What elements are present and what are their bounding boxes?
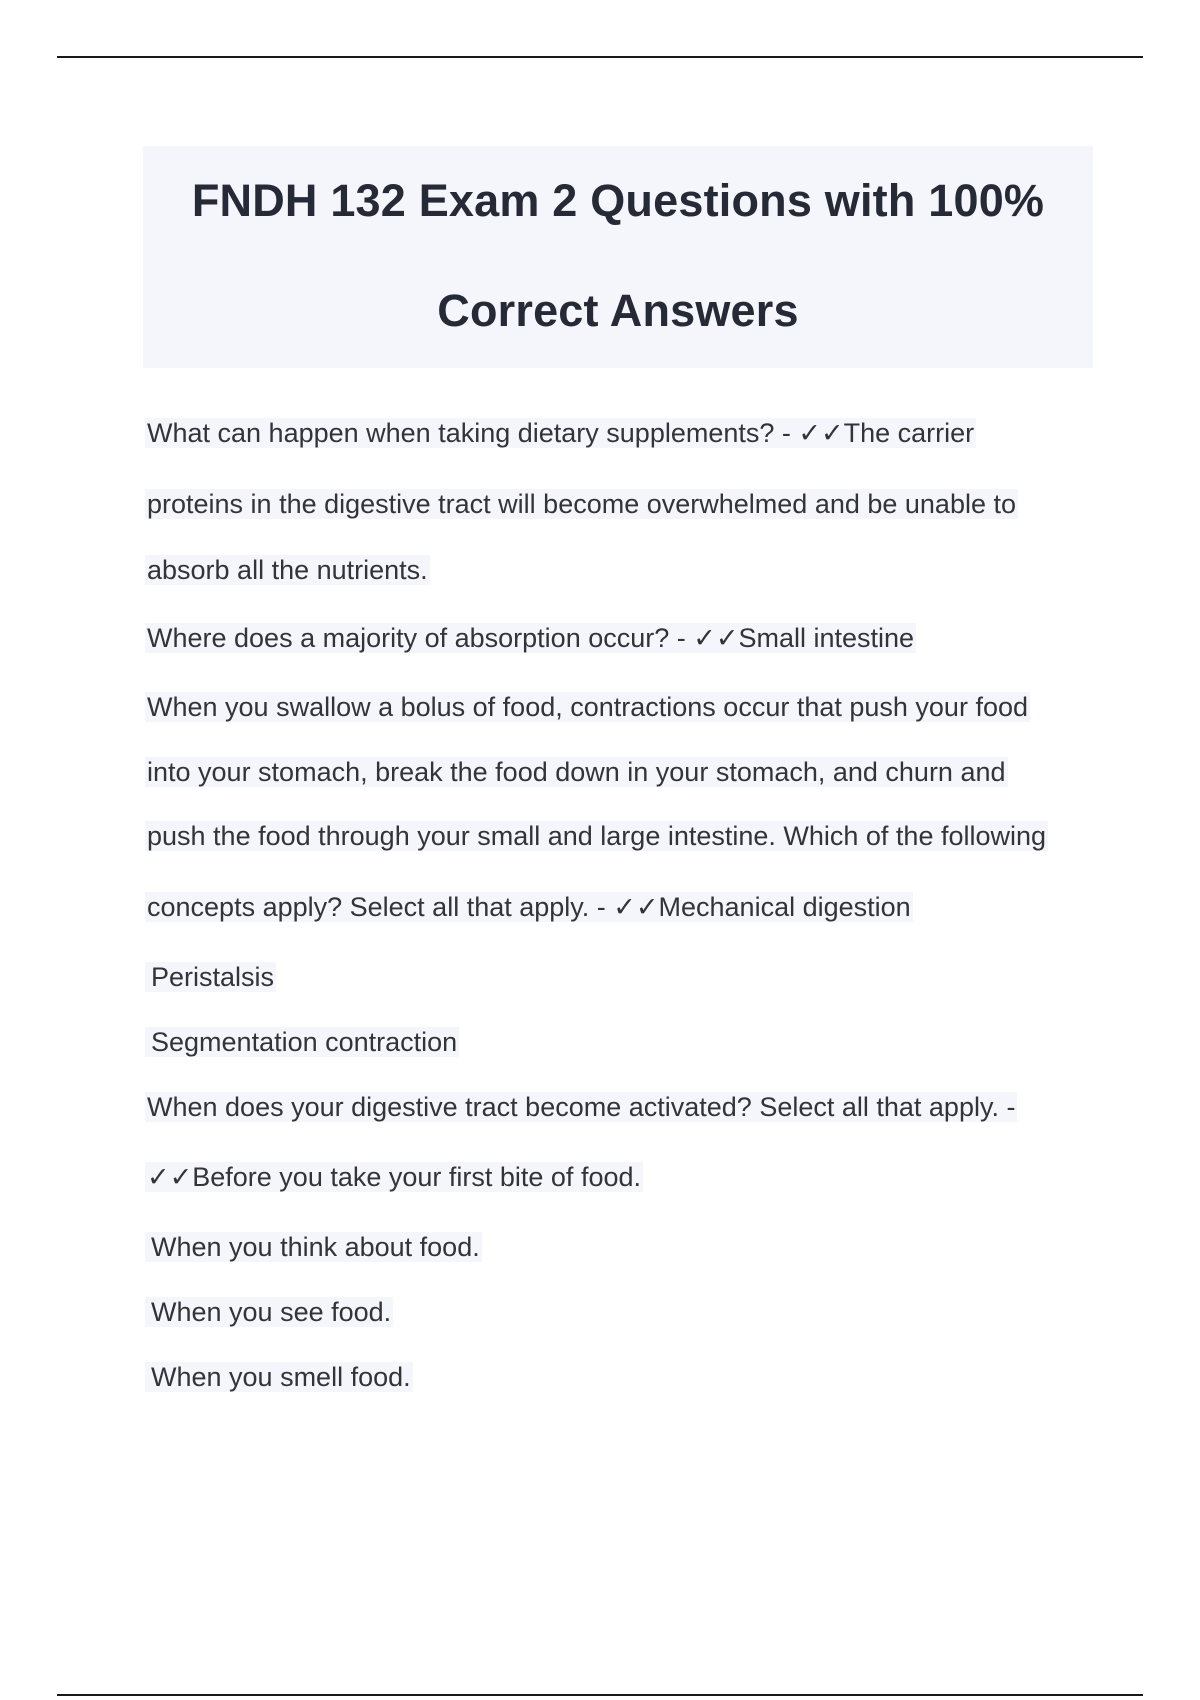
question-text: proteins in the digestive tract will become overwhelmed and be unable to xyxy=(147,489,1016,519)
q3-line-3 xyxy=(145,817,1048,855)
question-text: When you swallow a bolus of food, contractions occur that push your food xyxy=(147,692,1028,722)
top-rule xyxy=(57,56,1143,58)
question-text: What can happen when taking dietary supplements? - xyxy=(147,418,799,448)
q3-line-2 xyxy=(145,753,1008,791)
q3-line-1 xyxy=(145,688,1030,726)
q4-answer xyxy=(145,1158,643,1196)
q4-option-3 xyxy=(145,1358,413,1396)
q3-line-4 xyxy=(145,888,913,926)
q1-line-1 xyxy=(145,414,976,452)
q3-option-1 xyxy=(145,958,276,996)
q4-option-2 xyxy=(145,1293,393,1331)
answer-option: Peristalsis xyxy=(145,962,276,992)
question-text: Where does a majority of absorption occur? - xyxy=(147,623,694,653)
title-line-2: Correct Answers xyxy=(437,285,799,336)
answer-text: ✓✓Mechanical digestion xyxy=(613,892,911,922)
document-title xyxy=(143,146,1093,366)
question-text: absorb all the nutrients. xyxy=(147,555,428,585)
question-text: push the food through your small and large intestine. Which of the following xyxy=(147,821,1047,851)
q2-line-1 xyxy=(145,619,916,657)
answer-option: Segmentation contraction xyxy=(145,1027,459,1057)
question-text: When does your digestive tract become activated? Select all that apply. - xyxy=(147,1092,1016,1122)
answer-option: When you see food. xyxy=(145,1297,393,1327)
q1-line-2 xyxy=(145,485,1018,523)
answer-text: ✓✓The carrier xyxy=(798,418,975,448)
q3-option-2 xyxy=(145,1023,459,1061)
title-block xyxy=(143,146,1093,368)
q1-line-3 xyxy=(145,551,430,589)
q4-line-1 xyxy=(145,1088,1017,1126)
answer-option: When you think about food. xyxy=(145,1232,482,1262)
answer-option: When you smell food. xyxy=(145,1362,413,1392)
title-line-1: FNDH 132 Exam 2 Questions with 100% xyxy=(191,175,1045,226)
q4-option-1 xyxy=(145,1228,482,1266)
question-text: into your stomach, break the food down in your stomach, and churn and xyxy=(147,757,1006,787)
answer-text: ✓✓Small intestine xyxy=(693,623,915,653)
question-text: concepts apply? Select all that apply. - xyxy=(147,892,614,922)
answer-text: ✓✓Before you take your first bite of food. xyxy=(147,1162,641,1192)
bottom-rule xyxy=(57,1694,1143,1696)
